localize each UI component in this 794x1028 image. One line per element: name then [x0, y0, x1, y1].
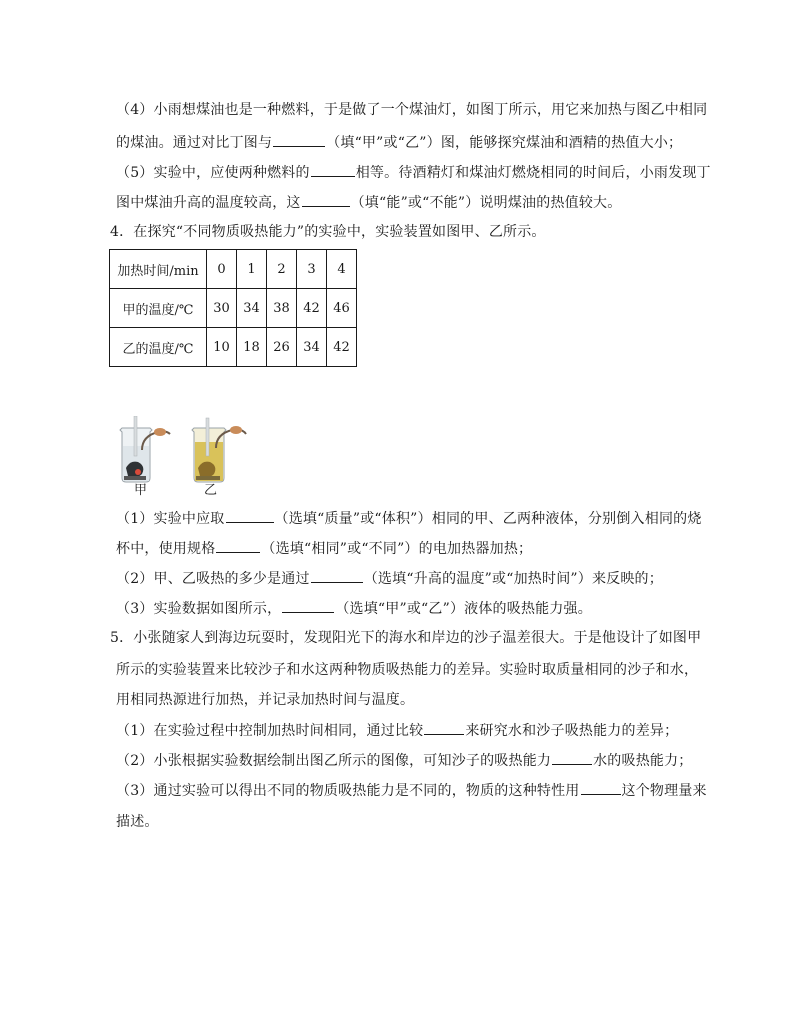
q5-item3-line1 — [116, 780, 707, 801]
answer-blank[interactable] — [552, 750, 592, 765]
q5-stem-line3: 用相同热源进行加热，并记录加热时间与温度。 — [116, 692, 415, 708]
q3-item5-text-a: （5）实验中，应使两种燃料的 — [116, 165, 310, 181]
q5-item2 — [116, 750, 693, 771]
q3-item4-line1: （4）小雨想煤油也是一种燃料，于是做了一个煤油灯，如图丁所示，用它来加热与图乙中相同 — [116, 102, 708, 118]
q4-item1-text-d: （选填“相同”或“不同”）的电加热器加热； — [261, 541, 533, 557]
table-cell: 34 — [237, 289, 267, 328]
q4-item2-text-b: （选填“升高的温度”或“加热时间”）来反映的； — [363, 571, 663, 587]
q4-item1-line1 — [116, 508, 702, 529]
q5-item1-text-b: 来研究水和沙子吸热能力的差异； — [465, 723, 679, 739]
q3-item4-line2 — [116, 132, 682, 153]
beaker-jia — [120, 416, 170, 482]
q4-item3-text-b: （选填“甲”或“乙”）液体的吸热能力强。 — [335, 601, 592, 617]
q3-item5-text-b: 相等。待酒精灯和煤油灯燃烧相同的时间后，小雨发现丁 — [355, 165, 711, 181]
answer-blank[interactable] — [302, 192, 350, 207]
table-row — [110, 328, 357, 367]
table-cell: 42 — [327, 328, 357, 367]
q3-item5-line2 — [116, 192, 621, 213]
table-cell: 38 — [267, 289, 297, 328]
q3-item5-text-c: 图中煤油升高的温度较高，这 — [116, 195, 301, 211]
table-cell: 2 — [267, 250, 297, 289]
answer-blank[interactable] — [424, 720, 464, 735]
table-row — [110, 250, 357, 289]
answer-blank[interactable] — [273, 132, 325, 147]
q5-item3-line2: 描述。 — [116, 814, 159, 830]
figure-label-jia: 甲 — [134, 483, 148, 498]
figure-label-yi: 乙 — [204, 483, 218, 498]
answer-blank[interactable] — [216, 538, 260, 553]
table-row — [110, 289, 357, 328]
q3-item5-text-d: （填“能”或“不能”）说明煤油的热值较大。 — [350, 195, 622, 211]
q3-item5-line1 — [116, 162, 711, 183]
q5-stem-line1: 5．小张随家人到海边玩耍时，发现阳光下的海水和岸边的沙子温差很大。于是他设计了如图甲 — [110, 630, 702, 646]
table-cell: 30 — [207, 289, 237, 328]
table-cell: 34 — [297, 328, 327, 367]
table-body — [110, 250, 357, 367]
answer-blank[interactable] — [282, 598, 334, 613]
table-cell: 1 — [237, 250, 267, 289]
table-cell: 26 — [267, 328, 297, 367]
answer-blank[interactable] — [311, 568, 363, 583]
table-cell: 42 — [297, 289, 327, 328]
q4-item2 — [116, 568, 663, 589]
table-row-label: 加热时间/min — [110, 250, 207, 289]
table-cell: 46 — [327, 289, 357, 328]
table-row-label: 乙的温度/℃ — [110, 328, 207, 367]
q4-item1-text-b: （选填“质量”或“体积”）相同的甲、乙两种液体，分别倒入相同的烧 — [274, 511, 702, 527]
q3-item4-text-a: 的煤油。通过对比丁图与 — [116, 135, 273, 151]
temperature-table — [109, 249, 357, 367]
answer-blank[interactable] — [226, 508, 274, 523]
table-cell: 4 — [327, 250, 357, 289]
q4-item1-line2 — [116, 538, 532, 559]
q5-item1 — [116, 720, 678, 741]
q5-item3-text-b: 这个物理量来 — [621, 783, 707, 799]
q4-stem: 4．在探究“不同物质吸热能力”的实验中，实验装置如图甲、乙所示。 — [110, 224, 546, 240]
q5-item3-text-a: （3）通过实验可以得出不同的物质吸热能力是不同的，物质的这种特性用 — [116, 783, 580, 799]
table-row-label: 甲的温度/℃ — [110, 289, 207, 328]
q5-item2-text-b: 水的吸热能力； — [593, 753, 693, 769]
beaker-figure — [112, 416, 272, 500]
table-cell: 0 — [207, 250, 237, 289]
q4-item2-text-a: （2）甲、乙吸热的多少是通过 — [116, 571, 310, 587]
beaker-yi — [192, 418, 246, 482]
q5-stem-line2: 所示的实验装置来比较沙子和水这两种物质吸热能力的差异。实验时取质量相同的沙子和水， — [116, 662, 699, 678]
q5-item2-text-a: （2）小张根据实验数据绘制出图乙所示的图像，可知沙子的吸热能力 — [116, 753, 552, 769]
q4-item1-text-c: 杯中，使用规格 — [116, 541, 216, 557]
table-cell: 18 — [237, 328, 267, 367]
q4-item1-text-a: （1）实验中应取 — [116, 511, 225, 527]
q3-item4-text-b: （填“甲”或“乙”）图，能够探究煤油和酒精的热值大小； — [326, 135, 683, 151]
answer-blank[interactable] — [581, 780, 621, 795]
q5-item1-text-a: （1）在实验过程中控制加热时间相同，通过比较 — [116, 723, 424, 739]
table-cell: 10 — [207, 328, 237, 367]
q4-item3-text-a: （3）实验数据如图所示， — [116, 601, 282, 617]
q4-item3 — [116, 598, 592, 619]
table-cell: 3 — [297, 250, 327, 289]
answer-blank[interactable] — [311, 162, 355, 177]
